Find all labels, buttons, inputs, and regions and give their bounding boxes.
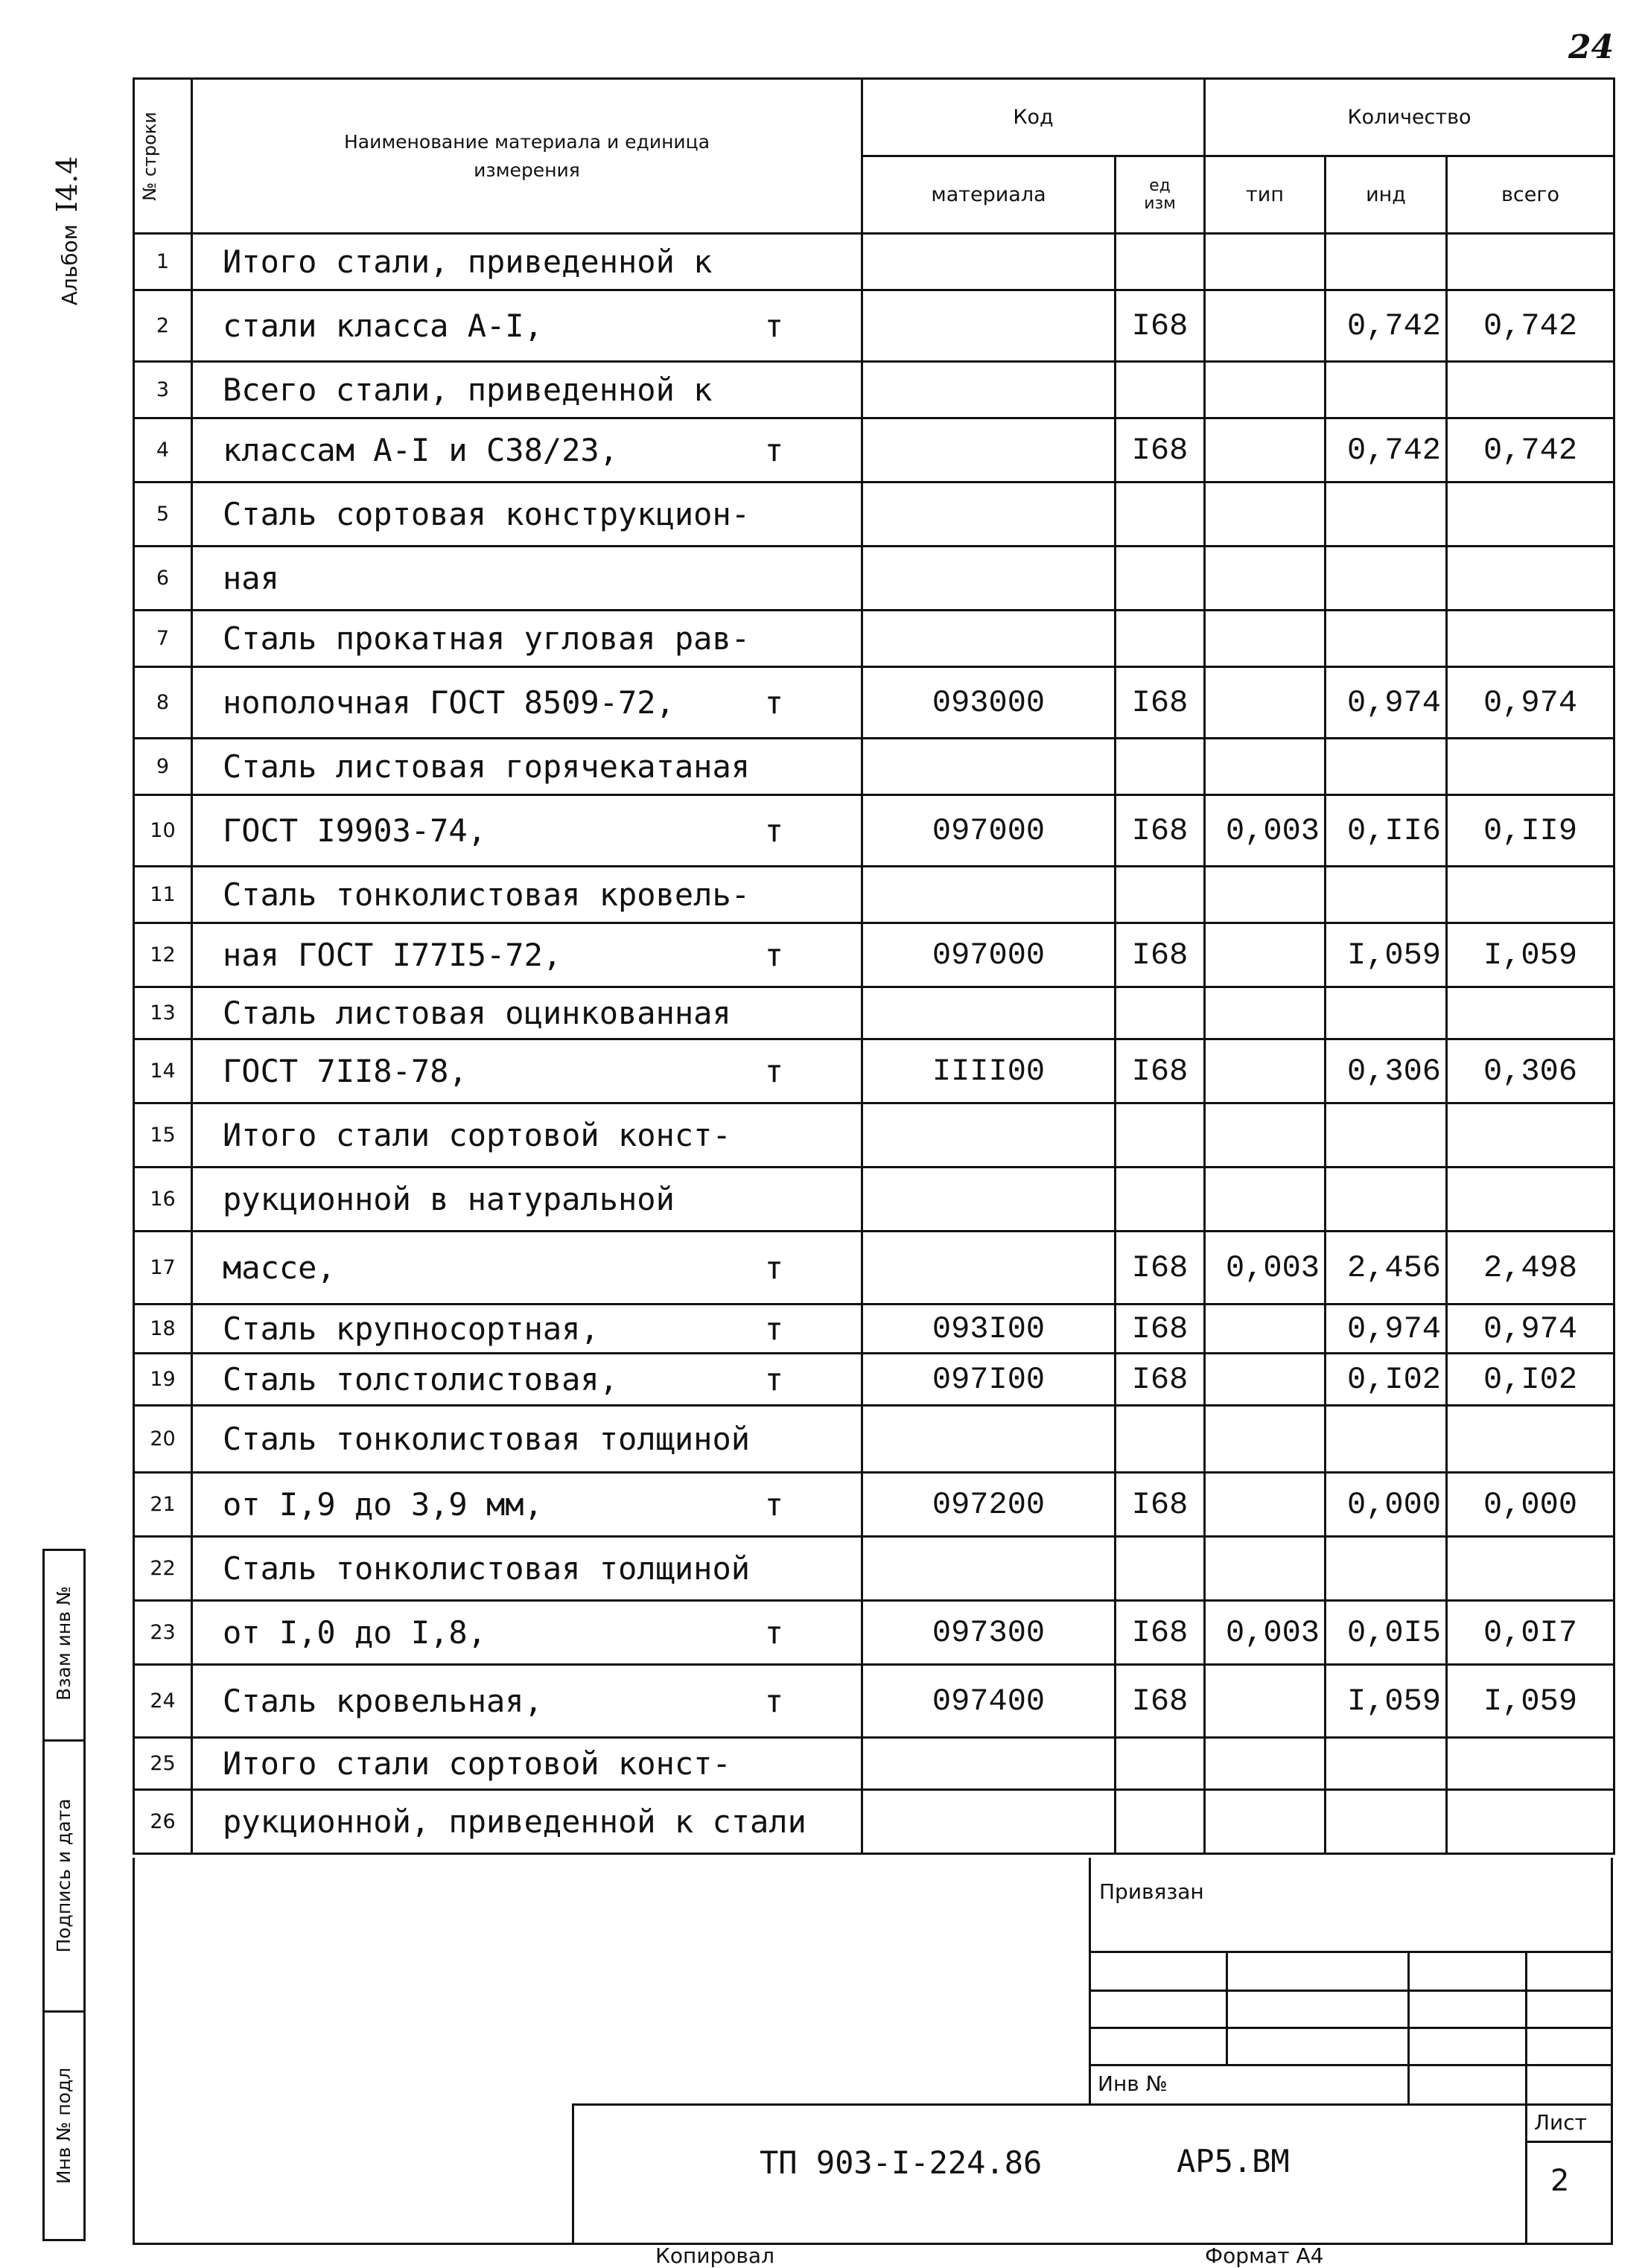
quantity-ind: 0,974 bbox=[1326, 667, 1447, 739]
unit-code bbox=[1116, 1406, 1205, 1473]
material-code: 093I00 bbox=[862, 1305, 1116, 1354]
quantity-typ bbox=[1205, 482, 1326, 547]
unit-code: I68 bbox=[1116, 1039, 1205, 1103]
material-name-text: Сталь толстолистовая, bbox=[223, 1361, 619, 1398]
quantity-ind: 0,000 bbox=[1326, 1473, 1447, 1537]
row-number: 9 bbox=[134, 739, 192, 795]
quantity-ind bbox=[1326, 1103, 1447, 1168]
quantity-total bbox=[1447, 547, 1614, 611]
material-name bbox=[192, 1354, 862, 1406]
table-row bbox=[134, 667, 1614, 739]
header-typ: тип bbox=[1205, 156, 1326, 234]
quantity-typ bbox=[1205, 987, 1326, 1039]
material-name bbox=[192, 290, 862, 362]
quantity-total: 0,742 bbox=[1447, 290, 1614, 362]
material-name-text: Сталь кровельная, bbox=[223, 1683, 543, 1719]
quantity-total: I,059 bbox=[1447, 1665, 1614, 1738]
quantity-ind bbox=[1326, 739, 1447, 795]
quantity-typ bbox=[1205, 1790, 1326, 1854]
quantity-ind bbox=[1326, 482, 1447, 547]
row-number: 13 bbox=[134, 987, 192, 1039]
quantity-ind: 0,I02 bbox=[1326, 1354, 1447, 1406]
row-number: 18 bbox=[134, 1305, 192, 1354]
material-name-text: рукционной в натуральной bbox=[223, 1181, 675, 1217]
document-code: ТП 903-I-224.86 bbox=[760, 2144, 1043, 2181]
material-code bbox=[862, 482, 1116, 547]
material-name-text: ная ГОСТ I77I5-72, bbox=[223, 937, 562, 973]
material-name bbox=[192, 362, 862, 418]
unit-code bbox=[1116, 867, 1205, 923]
quantity-typ: 0,003 bbox=[1205, 1601, 1326, 1665]
unit-code bbox=[1116, 611, 1205, 667]
unit-code bbox=[1116, 362, 1205, 418]
header-row-number-label: № строки bbox=[139, 111, 160, 201]
quantity-ind bbox=[1326, 1406, 1447, 1473]
table-row bbox=[134, 1790, 1614, 1854]
quantity-total bbox=[1447, 739, 1614, 795]
row-number: 25 bbox=[134, 1738, 192, 1790]
material-unit: т bbox=[764, 432, 783, 468]
header-quantity-group: Количество bbox=[1205, 79, 1614, 156]
row-number: 22 bbox=[134, 1537, 192, 1601]
quantity-ind bbox=[1326, 1537, 1447, 1601]
quantity-ind: 0,II6 bbox=[1326, 795, 1447, 867]
material-name-text: классам А-I и С38/23, bbox=[223, 432, 619, 468]
quantity-ind bbox=[1326, 867, 1447, 923]
table-row bbox=[134, 1537, 1614, 1601]
quantity-total: 0,742 bbox=[1447, 418, 1614, 482]
quantity-total bbox=[1447, 611, 1614, 667]
unit-code: I68 bbox=[1116, 923, 1205, 987]
material-name bbox=[192, 987, 862, 1039]
copied-label: Копировал bbox=[655, 2243, 774, 2268]
row-number: 1 bbox=[134, 234, 192, 290]
material-name-text: Сталь листовая горячекатаная bbox=[223, 748, 751, 785]
title-block bbox=[133, 1858, 1613, 2245]
quantity-typ: 0,003 bbox=[1205, 795, 1326, 867]
material-code bbox=[862, 362, 1116, 418]
material-name bbox=[192, 1103, 862, 1168]
table-row bbox=[134, 1305, 1614, 1354]
material-code: 097400 bbox=[862, 1665, 1116, 1738]
row-number: 4 bbox=[134, 418, 192, 482]
material-code bbox=[862, 418, 1116, 482]
material-name-text: Всего стали, приведенной к bbox=[223, 372, 713, 408]
material-name-text: от I,0 до I,8, bbox=[223, 1614, 487, 1651]
unit-code: I68 bbox=[1116, 1354, 1205, 1406]
linked-label: Привязан bbox=[1099, 1879, 1204, 1904]
header-code-group: Код bbox=[862, 79, 1205, 156]
quantity-total bbox=[1447, 1103, 1614, 1168]
material-name bbox=[192, 547, 862, 611]
material-code bbox=[862, 547, 1116, 611]
quantity-ind bbox=[1326, 1738, 1447, 1790]
spec-body bbox=[134, 234, 1614, 1854]
table-row bbox=[134, 418, 1614, 482]
material-code: 097I00 bbox=[862, 1354, 1116, 1406]
row-number: 12 bbox=[134, 923, 192, 987]
quantity-total bbox=[1447, 482, 1614, 547]
material-name bbox=[192, 611, 862, 667]
quantity-ind bbox=[1326, 987, 1447, 1039]
row-number: 8 bbox=[134, 667, 192, 739]
material-name bbox=[192, 667, 862, 739]
quantity-typ bbox=[1205, 547, 1326, 611]
material-name bbox=[192, 1665, 862, 1738]
unit-code bbox=[1116, 547, 1205, 611]
material-name bbox=[192, 1537, 862, 1601]
sheet-number: 2 bbox=[1550, 2164, 1570, 2198]
material-code: IIII00 bbox=[862, 1039, 1116, 1103]
quantity-ind bbox=[1326, 362, 1447, 418]
quantity-total bbox=[1447, 362, 1614, 418]
quantity-total bbox=[1447, 1168, 1614, 1232]
quantity-typ bbox=[1205, 1354, 1326, 1406]
row-number: 24 bbox=[134, 1665, 192, 1738]
row-number: 11 bbox=[134, 867, 192, 923]
quantity-typ bbox=[1205, 1665, 1326, 1738]
quantity-ind: 0,742 bbox=[1326, 418, 1447, 482]
quantity-total: 0,974 bbox=[1447, 1305, 1614, 1354]
material-name-text: Сталь тонколистовая толщиной bbox=[223, 1421, 751, 1457]
table-row bbox=[134, 1473, 1614, 1537]
document-mark: АР5.ВМ bbox=[1177, 2143, 1290, 2179]
table-row bbox=[134, 1738, 1614, 1790]
side-stamp-sign-date: Подпись и дата bbox=[53, 1798, 74, 1953]
material-code: 097000 bbox=[862, 923, 1116, 987]
quantity-typ bbox=[1205, 667, 1326, 739]
quantity-typ bbox=[1205, 1537, 1326, 1601]
table-row bbox=[134, 1665, 1614, 1738]
material-name bbox=[192, 739, 862, 795]
quantity-typ bbox=[1205, 1039, 1326, 1103]
material-code bbox=[862, 290, 1116, 362]
material-name bbox=[192, 1168, 862, 1232]
material-name-text: ГОСТ I9903-74, bbox=[223, 812, 487, 849]
material-name-text: Сталь прокатная угловая рав- bbox=[223, 620, 751, 657]
row-number: 23 bbox=[134, 1601, 192, 1665]
header-row-number bbox=[134, 79, 192, 234]
quantity-ind bbox=[1326, 1790, 1447, 1854]
table-row bbox=[134, 1039, 1614, 1103]
quantity-total: 0,II9 bbox=[1447, 795, 1614, 867]
quantity-typ bbox=[1205, 739, 1326, 795]
material-unit: т bbox=[764, 1249, 783, 1286]
quantity-typ bbox=[1205, 362, 1326, 418]
material-unit: т bbox=[764, 1486, 783, 1523]
unit-code: I68 bbox=[1116, 1232, 1205, 1305]
album-label-text: Альбом bbox=[57, 224, 82, 306]
material-code: 097000 bbox=[862, 795, 1116, 867]
unit-code bbox=[1116, 482, 1205, 547]
quantity-typ bbox=[1205, 1406, 1326, 1473]
quantity-ind bbox=[1326, 1168, 1447, 1232]
material-name-text: Итого стали, приведенной к bbox=[223, 243, 713, 280]
table-row bbox=[134, 1354, 1614, 1406]
material-name bbox=[192, 1601, 862, 1665]
material-name bbox=[192, 418, 862, 482]
material-code bbox=[862, 1406, 1116, 1473]
table-row bbox=[134, 1406, 1614, 1473]
unit-code: I68 bbox=[1116, 1305, 1205, 1354]
unit-code bbox=[1116, 1738, 1205, 1790]
quantity-ind: I,059 bbox=[1326, 1665, 1447, 1738]
table-row bbox=[134, 547, 1614, 611]
material-unit: т bbox=[764, 1361, 783, 1398]
table-row bbox=[134, 1232, 1614, 1305]
row-number: 19 bbox=[134, 1354, 192, 1406]
material-code bbox=[862, 1232, 1116, 1305]
row-number: 26 bbox=[134, 1790, 192, 1854]
quantity-typ bbox=[1205, 611, 1326, 667]
material-name-text: Сталь крупносортная, bbox=[223, 1310, 599, 1347]
material-unit: т bbox=[764, 812, 783, 849]
material-code: 093000 bbox=[862, 667, 1116, 739]
quantity-total: 0,I02 bbox=[1447, 1354, 1614, 1406]
material-code: 097200 bbox=[862, 1473, 1116, 1537]
quantity-ind bbox=[1326, 547, 1447, 611]
material-name bbox=[192, 1232, 862, 1305]
quantity-total bbox=[1447, 867, 1614, 923]
quantity-ind: 2,456 bbox=[1326, 1232, 1447, 1305]
row-number: 7 bbox=[134, 611, 192, 667]
material-name-text: Итого стали сортовой конст- bbox=[223, 1745, 731, 1782]
row-number: 14 bbox=[134, 1039, 192, 1103]
quantity-typ bbox=[1205, 1305, 1326, 1354]
quantity-total bbox=[1447, 1790, 1614, 1854]
row-number: 15 bbox=[134, 1103, 192, 1168]
material-code bbox=[862, 987, 1116, 1039]
row-number: 3 bbox=[134, 362, 192, 418]
material-name bbox=[192, 1473, 862, 1537]
material-name bbox=[192, 867, 862, 923]
material-unit: т bbox=[764, 937, 783, 973]
quantity-typ bbox=[1205, 1473, 1326, 1537]
material-code bbox=[862, 867, 1116, 923]
header-ind: инд bbox=[1326, 156, 1447, 234]
quantity-typ: 0,003 bbox=[1205, 1232, 1326, 1305]
table-row bbox=[134, 923, 1614, 987]
table-row bbox=[134, 362, 1614, 418]
material-unit: т bbox=[764, 308, 783, 344]
side-stamp-inv-ref: Взам инв № bbox=[53, 1586, 74, 1701]
material-name bbox=[192, 1738, 862, 1790]
sheet-label: Лист bbox=[1534, 2110, 1587, 2135]
material-unit: т bbox=[764, 684, 783, 721]
format-label: Формат А4 bbox=[1205, 2243, 1324, 2268]
material-unit: т bbox=[764, 1614, 783, 1651]
quantity-total bbox=[1447, 987, 1614, 1039]
quantity-total: I,059 bbox=[1447, 923, 1614, 987]
material-name-text: ГОСТ 7II8-78, bbox=[223, 1053, 468, 1089]
unit-code bbox=[1116, 739, 1205, 795]
quantity-typ bbox=[1205, 1738, 1326, 1790]
quantity-total bbox=[1447, 1406, 1614, 1473]
unit-code: I68 bbox=[1116, 418, 1205, 482]
row-number: 17 bbox=[134, 1232, 192, 1305]
material-code bbox=[862, 1103, 1116, 1168]
row-number: 6 bbox=[134, 547, 192, 611]
quantity-total: 0,974 bbox=[1447, 667, 1614, 739]
table-row bbox=[134, 795, 1614, 867]
material-code bbox=[862, 234, 1116, 290]
material-code bbox=[862, 1790, 1116, 1854]
quantity-total bbox=[1447, 1537, 1614, 1601]
material-name-text: стали класса А-I, bbox=[223, 308, 543, 344]
quantity-ind bbox=[1326, 234, 1447, 290]
quantity-ind bbox=[1326, 611, 1447, 667]
table-row bbox=[134, 1168, 1614, 1232]
inv-no-label: Инв № bbox=[1098, 2071, 1168, 2096]
table-row bbox=[134, 867, 1614, 923]
album-label bbox=[45, 104, 89, 357]
unit-code bbox=[1116, 1168, 1205, 1232]
row-number: 20 bbox=[134, 1406, 192, 1473]
unit-code bbox=[1116, 1103, 1205, 1168]
quantity-ind: 0,974 bbox=[1326, 1305, 1447, 1354]
header-unit-code bbox=[1116, 156, 1205, 234]
material-name bbox=[192, 1305, 862, 1354]
quantity-total: 2,498 bbox=[1447, 1232, 1614, 1305]
quantity-typ bbox=[1205, 1168, 1326, 1232]
unit-code bbox=[1116, 1790, 1205, 1854]
quantity-typ bbox=[1205, 418, 1326, 482]
material-unit: т bbox=[764, 1683, 783, 1719]
spec-table bbox=[133, 77, 1615, 1855]
material-code bbox=[862, 739, 1116, 795]
material-name bbox=[192, 1406, 862, 1473]
material-unit: т bbox=[764, 1310, 783, 1347]
table-row bbox=[134, 1601, 1614, 1665]
side-stamp-inv-orig: Инв № подл bbox=[53, 2067, 74, 2185]
unit-code: I68 bbox=[1116, 1665, 1205, 1738]
table-row bbox=[134, 739, 1614, 795]
material-name bbox=[192, 1039, 862, 1103]
material-code bbox=[862, 611, 1116, 667]
quantity-ind: 0,306 bbox=[1326, 1039, 1447, 1103]
header-unit-code-label: ед изм bbox=[1144, 176, 1176, 213]
material-name bbox=[192, 482, 862, 547]
table-row bbox=[134, 482, 1614, 547]
material-name-text: Сталь листовая оцинкованная bbox=[223, 995, 731, 1031]
material-name-text: Сталь тонколистовая толщиной bbox=[223, 1550, 751, 1587]
material-name-text: массе, bbox=[223, 1249, 336, 1286]
quantity-ind: I,059 bbox=[1326, 923, 1447, 987]
material-code bbox=[862, 1738, 1116, 1790]
unit-code: I68 bbox=[1116, 1473, 1205, 1537]
quantity-total: 0,000 bbox=[1447, 1473, 1614, 1537]
row-number: 21 bbox=[134, 1473, 192, 1537]
material-name-text: ная bbox=[223, 560, 279, 596]
row-number: 2 bbox=[134, 290, 192, 362]
quantity-ind: 0,0I5 bbox=[1326, 1601, 1447, 1665]
material-name-text: Итого стали сортовой конст- bbox=[223, 1117, 731, 1153]
table-row bbox=[134, 987, 1614, 1039]
material-name-text: Сталь сортовая конструкцион- bbox=[223, 496, 751, 532]
unit-code bbox=[1116, 234, 1205, 290]
quantity-typ bbox=[1205, 290, 1326, 362]
table-row bbox=[134, 290, 1614, 362]
header-total: всего bbox=[1447, 156, 1614, 234]
unit-code: I68 bbox=[1116, 795, 1205, 867]
quantity-ind: 0,742 bbox=[1326, 290, 1447, 362]
row-number: 10 bbox=[134, 795, 192, 867]
material-name-text: нополочная ГОСТ 8509-72, bbox=[223, 684, 675, 721]
quantity-typ bbox=[1205, 867, 1326, 923]
material-name-text: рукционной, приведенной к стали bbox=[223, 1803, 806, 1840]
material-name-text: от I,9 до 3,9 мм, bbox=[223, 1486, 543, 1523]
unit-code: I68 bbox=[1116, 667, 1205, 739]
material-name bbox=[192, 795, 862, 867]
quantity-total bbox=[1447, 1738, 1614, 1790]
table-row bbox=[134, 234, 1614, 290]
header-material-code: материала bbox=[862, 156, 1116, 234]
quantity-typ bbox=[1205, 234, 1326, 290]
quantity-total bbox=[1447, 234, 1614, 290]
unit-code bbox=[1116, 987, 1205, 1039]
material-code: 097300 bbox=[862, 1601, 1116, 1665]
material-name-text: Сталь тонколистовая кровель- bbox=[223, 876, 751, 913]
quantity-total: 0,306 bbox=[1447, 1039, 1614, 1103]
quantity-total: 0,0I7 bbox=[1447, 1601, 1614, 1665]
material-code bbox=[862, 1537, 1116, 1601]
row-number: 16 bbox=[134, 1168, 192, 1232]
table-row bbox=[134, 611, 1614, 667]
unit-code: I68 bbox=[1116, 290, 1205, 362]
album-code: I4.4 bbox=[51, 156, 83, 213]
material-code bbox=[862, 1168, 1116, 1232]
row-number: 5 bbox=[134, 482, 192, 547]
material-name bbox=[192, 923, 862, 987]
quantity-typ bbox=[1205, 923, 1326, 987]
material-name bbox=[192, 1790, 862, 1854]
unit-code bbox=[1116, 1537, 1205, 1601]
page-number: 24 bbox=[1568, 28, 1614, 66]
material-name bbox=[192, 234, 862, 290]
header-name bbox=[192, 79, 862, 234]
material-unit: т bbox=[764, 1053, 783, 1089]
unit-code: I68 bbox=[1116, 1601, 1205, 1665]
quantity-typ bbox=[1205, 1103, 1326, 1168]
table-row bbox=[134, 1103, 1614, 1168]
header-name-label: Наименование материала и единица измерения bbox=[343, 130, 710, 181]
